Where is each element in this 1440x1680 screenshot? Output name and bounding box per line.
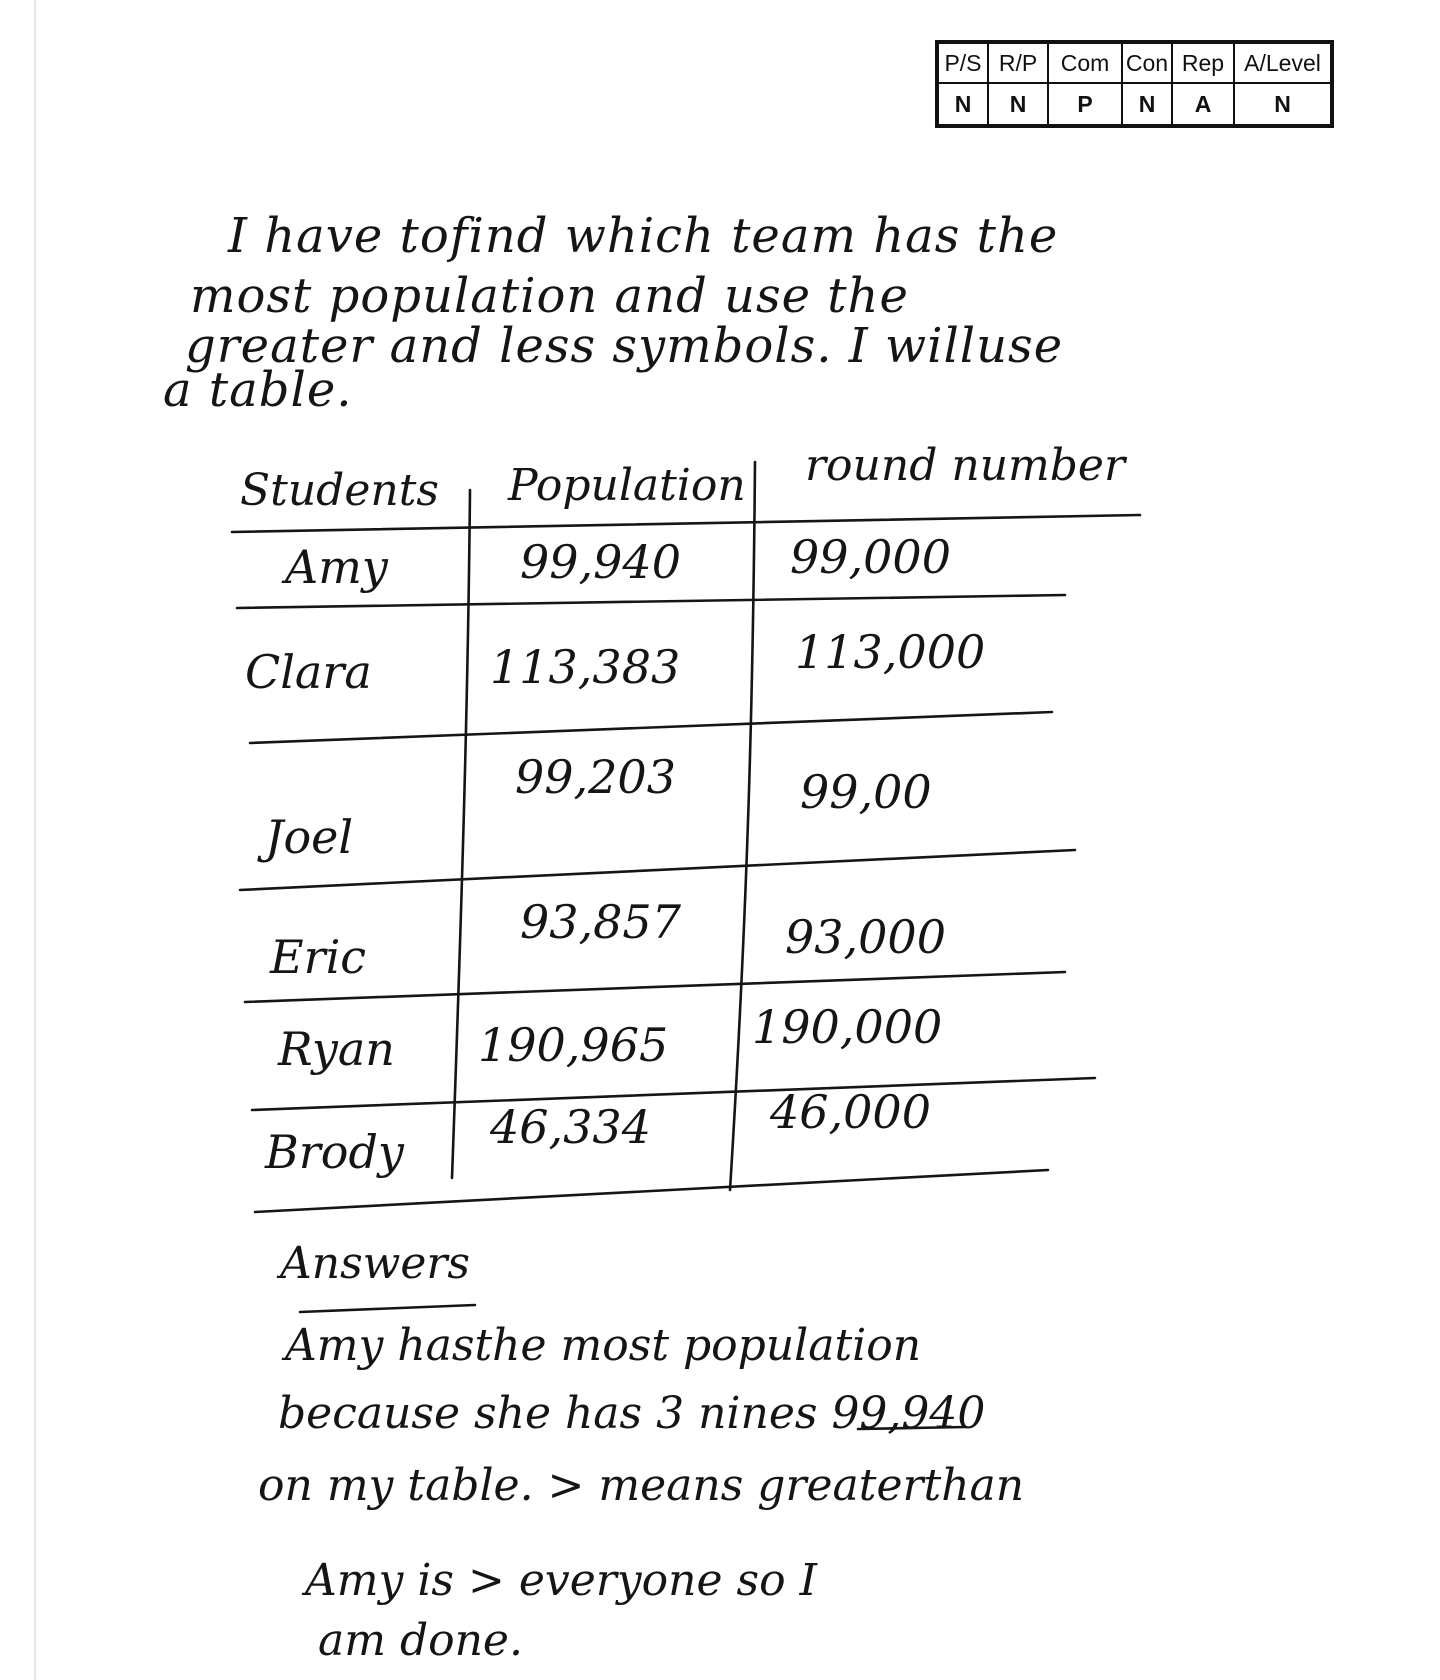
rubric-header-ps: P/S [937,42,988,83]
table-cell-population: 93,857 [520,895,681,949]
rubric-value-com: P [1048,83,1122,126]
grid-hline-4 [245,972,1065,1002]
rubric-value-rep: A [1172,83,1234,126]
rubric-header-con: Con [1122,42,1172,83]
rubric-header-alevel: A/Level [1234,42,1332,83]
table-cell-population: 46,334 [490,1100,651,1154]
table-cell-rounded: 46,000 [770,1085,931,1139]
intro-line-2: most population and use the [190,268,909,324]
table-cell-student: Brody [265,1125,404,1179]
rubric-header-rp: R/P [988,42,1048,83]
intro-line-1: I have tofind which team has the [228,208,1059,264]
answer-line-1: Amy hasthe most population [285,1320,922,1371]
table-cell-population: 113,383 [490,640,681,694]
grid-vline-2 [730,462,755,1190]
grid-hline-header [232,515,1140,532]
grid-hline-2 [250,712,1052,743]
grid-hline-5 [252,1078,1095,1110]
table-cell-rounded: 93,000 [785,910,946,964]
rubric-value-alevel: N [1234,83,1332,126]
table-cell-rounded: 99,00 [800,765,932,819]
table-header-students: Students [240,465,439,516]
answer-line-2: because she has 3 nines 99,940 [278,1388,986,1439]
table-cell-rounded: 99,000 [790,530,951,584]
answers-underline [300,1305,475,1312]
table-cell-rounded: 190,000 [752,1000,943,1054]
grid-hline-1 [237,595,1065,608]
rubric-header-com: Com [1048,42,1122,83]
table-header-population: Population [508,460,746,511]
intro-line-3: greater and less symbols. I willuse [185,318,1064,374]
table-header-round-number: round number [805,440,1125,491]
rubric-value-con: N [1122,83,1172,126]
intro-line-4: a table. [163,362,353,418]
answer-line-4: Amy is > everyone so I [305,1555,817,1606]
rubric-header-rep: Rep [1172,42,1234,83]
rubric-value-ps: N [937,83,988,126]
table-cell-student: Amy [285,540,388,594]
answer-line-5: am done. [318,1615,523,1666]
table-cell-student: Eric [270,930,367,984]
answer-line-3: on my table. > means greaterthan [258,1460,1025,1511]
table-cell-rounded: 113,000 [795,625,986,679]
table-cell-population: 190,965 [478,1018,669,1072]
grid-hline-3 [240,850,1075,890]
table-cell-student: Joel [265,810,354,864]
table-cell-population: 99,203 [515,750,676,804]
grid-vline-1 [452,490,470,1178]
table-cell-student: Clara [245,645,372,699]
table-cell-population: 99,940 [520,535,681,589]
rubric-value-rp: N [988,83,1048,126]
answers-heading: Answers [280,1238,471,1289]
table-cell-student: Ryan [278,1022,395,1076]
